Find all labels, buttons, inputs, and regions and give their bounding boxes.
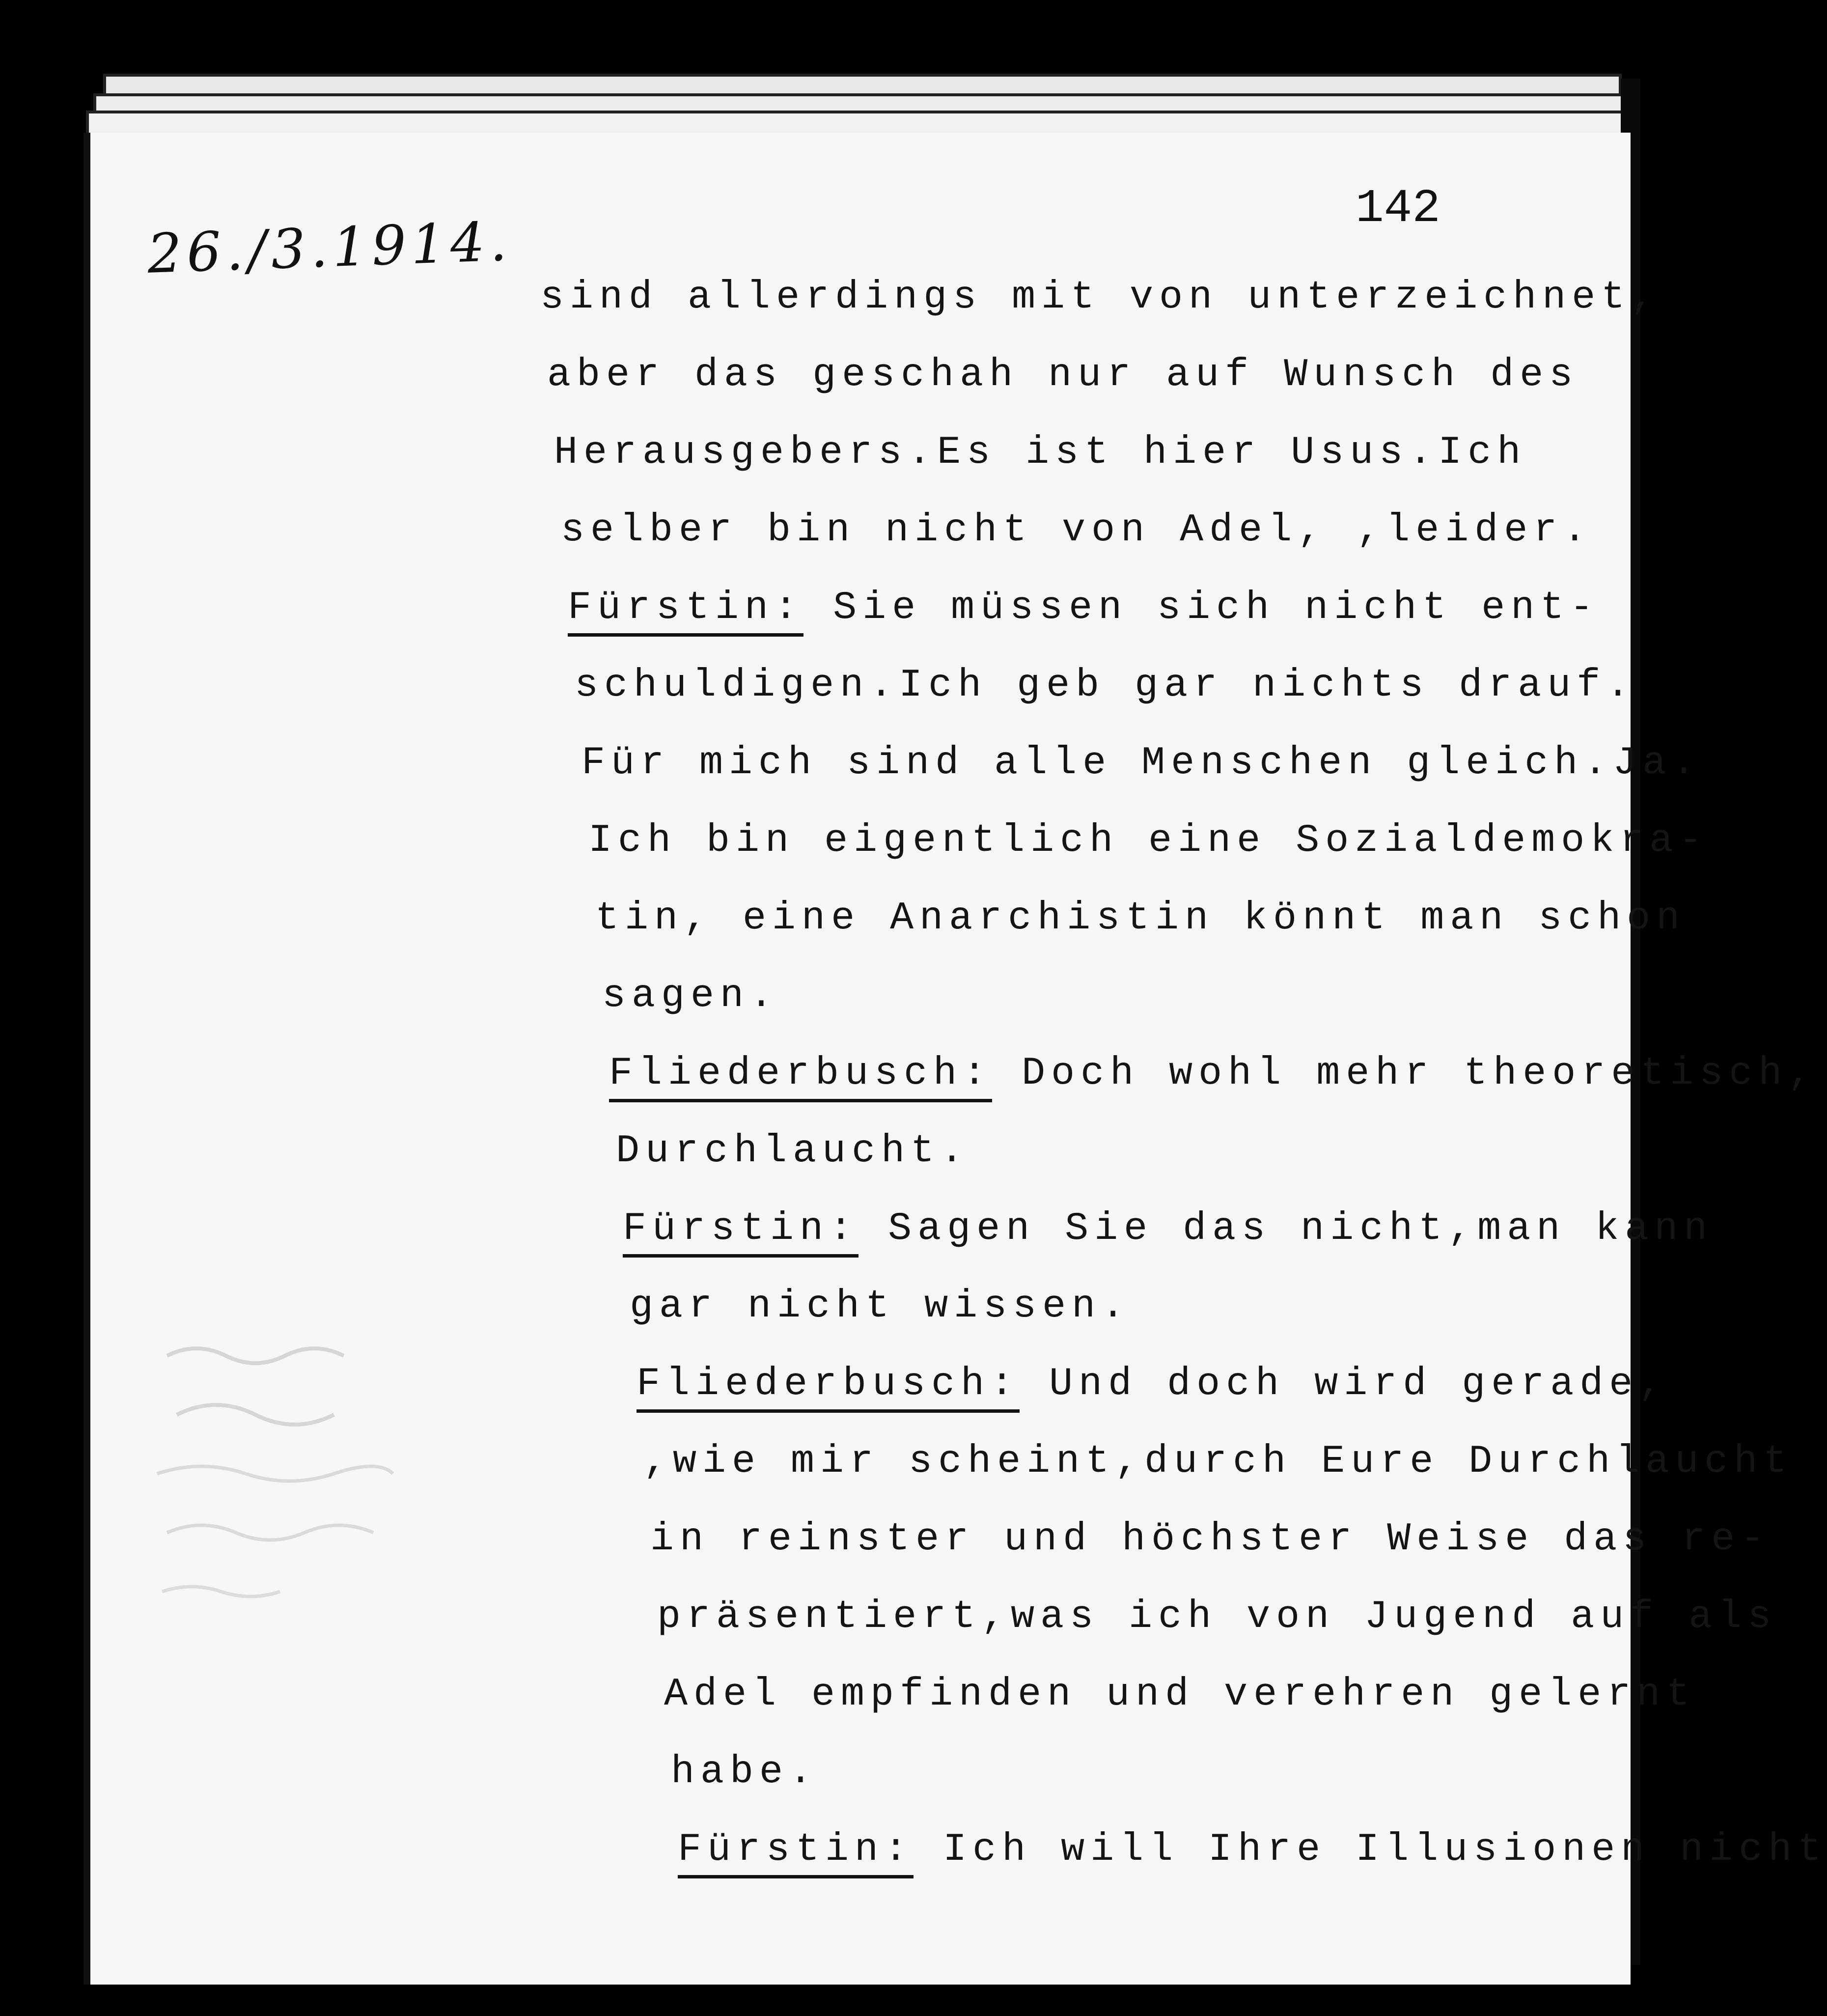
line-text: ,wie mir scheint,durch Eure Durchlaucht: [643, 1439, 1793, 1484]
text-line: [623, 1206, 1713, 1258]
text-line: [568, 586, 1599, 637]
speaker-name: Fürstin:: [678, 1827, 914, 1878]
text-line: [643, 1439, 1793, 1484]
text-line: [671, 1750, 818, 1794]
speaker-name: Fürstin:: [623, 1206, 858, 1258]
line-text: selber bin nicht von Adel, ,leider.: [561, 508, 1593, 553]
text-line: [561, 508, 1592, 553]
bleed-through-margin-notes: [147, 1326, 491, 1621]
line-text: Durchlaucht.: [616, 1129, 970, 1174]
text-line: [630, 1284, 1131, 1329]
line-text: sind allerdings mit von unterzeichnet,: [540, 275, 1661, 320]
line-text: aber das geschah nur auf Wunsch des: [547, 353, 1579, 397]
line-text: sagen.: [602, 974, 779, 1018]
text-line: [540, 275, 1660, 320]
handwritten-date: 26./3.1914.: [146, 210, 513, 285]
speaker-name: Fliederbusch:: [637, 1362, 1020, 1413]
text-line: [588, 818, 1708, 863]
line-text: schuldigen.Ich geb gar nichts drauf.: [575, 663, 1636, 708]
text-line: [678, 1827, 1827, 1878]
text-line: [595, 896, 1686, 941]
text-line: [616, 1129, 969, 1174]
speaker-name: Fürstin:: [568, 586, 803, 637]
line-text: Adel empfinden und verehren gelernt: [664, 1672, 1696, 1717]
text-line: [581, 741, 1701, 785]
faint-handwriting-graphic: [147, 1326, 491, 1621]
text-line: [554, 430, 1526, 475]
line-text: Sagen Sie das nicht,man kann: [858, 1206, 1714, 1251]
text-line: [575, 663, 1635, 708]
text-line: [547, 353, 1578, 397]
line-text: habe.: [671, 1750, 819, 1794]
text-line: [609, 1051, 1817, 1102]
line-text: in reinster und höchster Weise das re-: [650, 1517, 1771, 1562]
line-text: präsentiert,was ich von Jugend auf als: [657, 1595, 1777, 1639]
line-text: Und doch wird gerade,: [1020, 1362, 1668, 1406]
text-line: [602, 974, 779, 1018]
speaker-name: Fliederbusch:: [609, 1051, 992, 1102]
line-text: Ich bin eigentlich eine Sozialdemokra-: [588, 818, 1709, 863]
text-line: [664, 1672, 1695, 1717]
line-text: Doch wohl mehr theoretisch,: [992, 1051, 1818, 1096]
page-number: 142: [1356, 182, 1440, 235]
text-line: [637, 1362, 1668, 1413]
line-text: gar nicht wissen.: [630, 1284, 1131, 1329]
text-line: [650, 1517, 1770, 1562]
line-text: tin, eine Anarchistin könnt man schon: [595, 896, 1686, 941]
line-text: Für mich sind alle Menschen gleich.Ja.: [581, 741, 1702, 785]
line-text: Sie müssen sich nicht ent-: [803, 586, 1600, 630]
text-line: [657, 1595, 1777, 1639]
line-text: Ich will Ihre Illusionen nicht: [914, 1827, 1827, 1872]
line-text: Herausgebers.Es ist hier Usus.Ich: [554, 430, 1527, 475]
